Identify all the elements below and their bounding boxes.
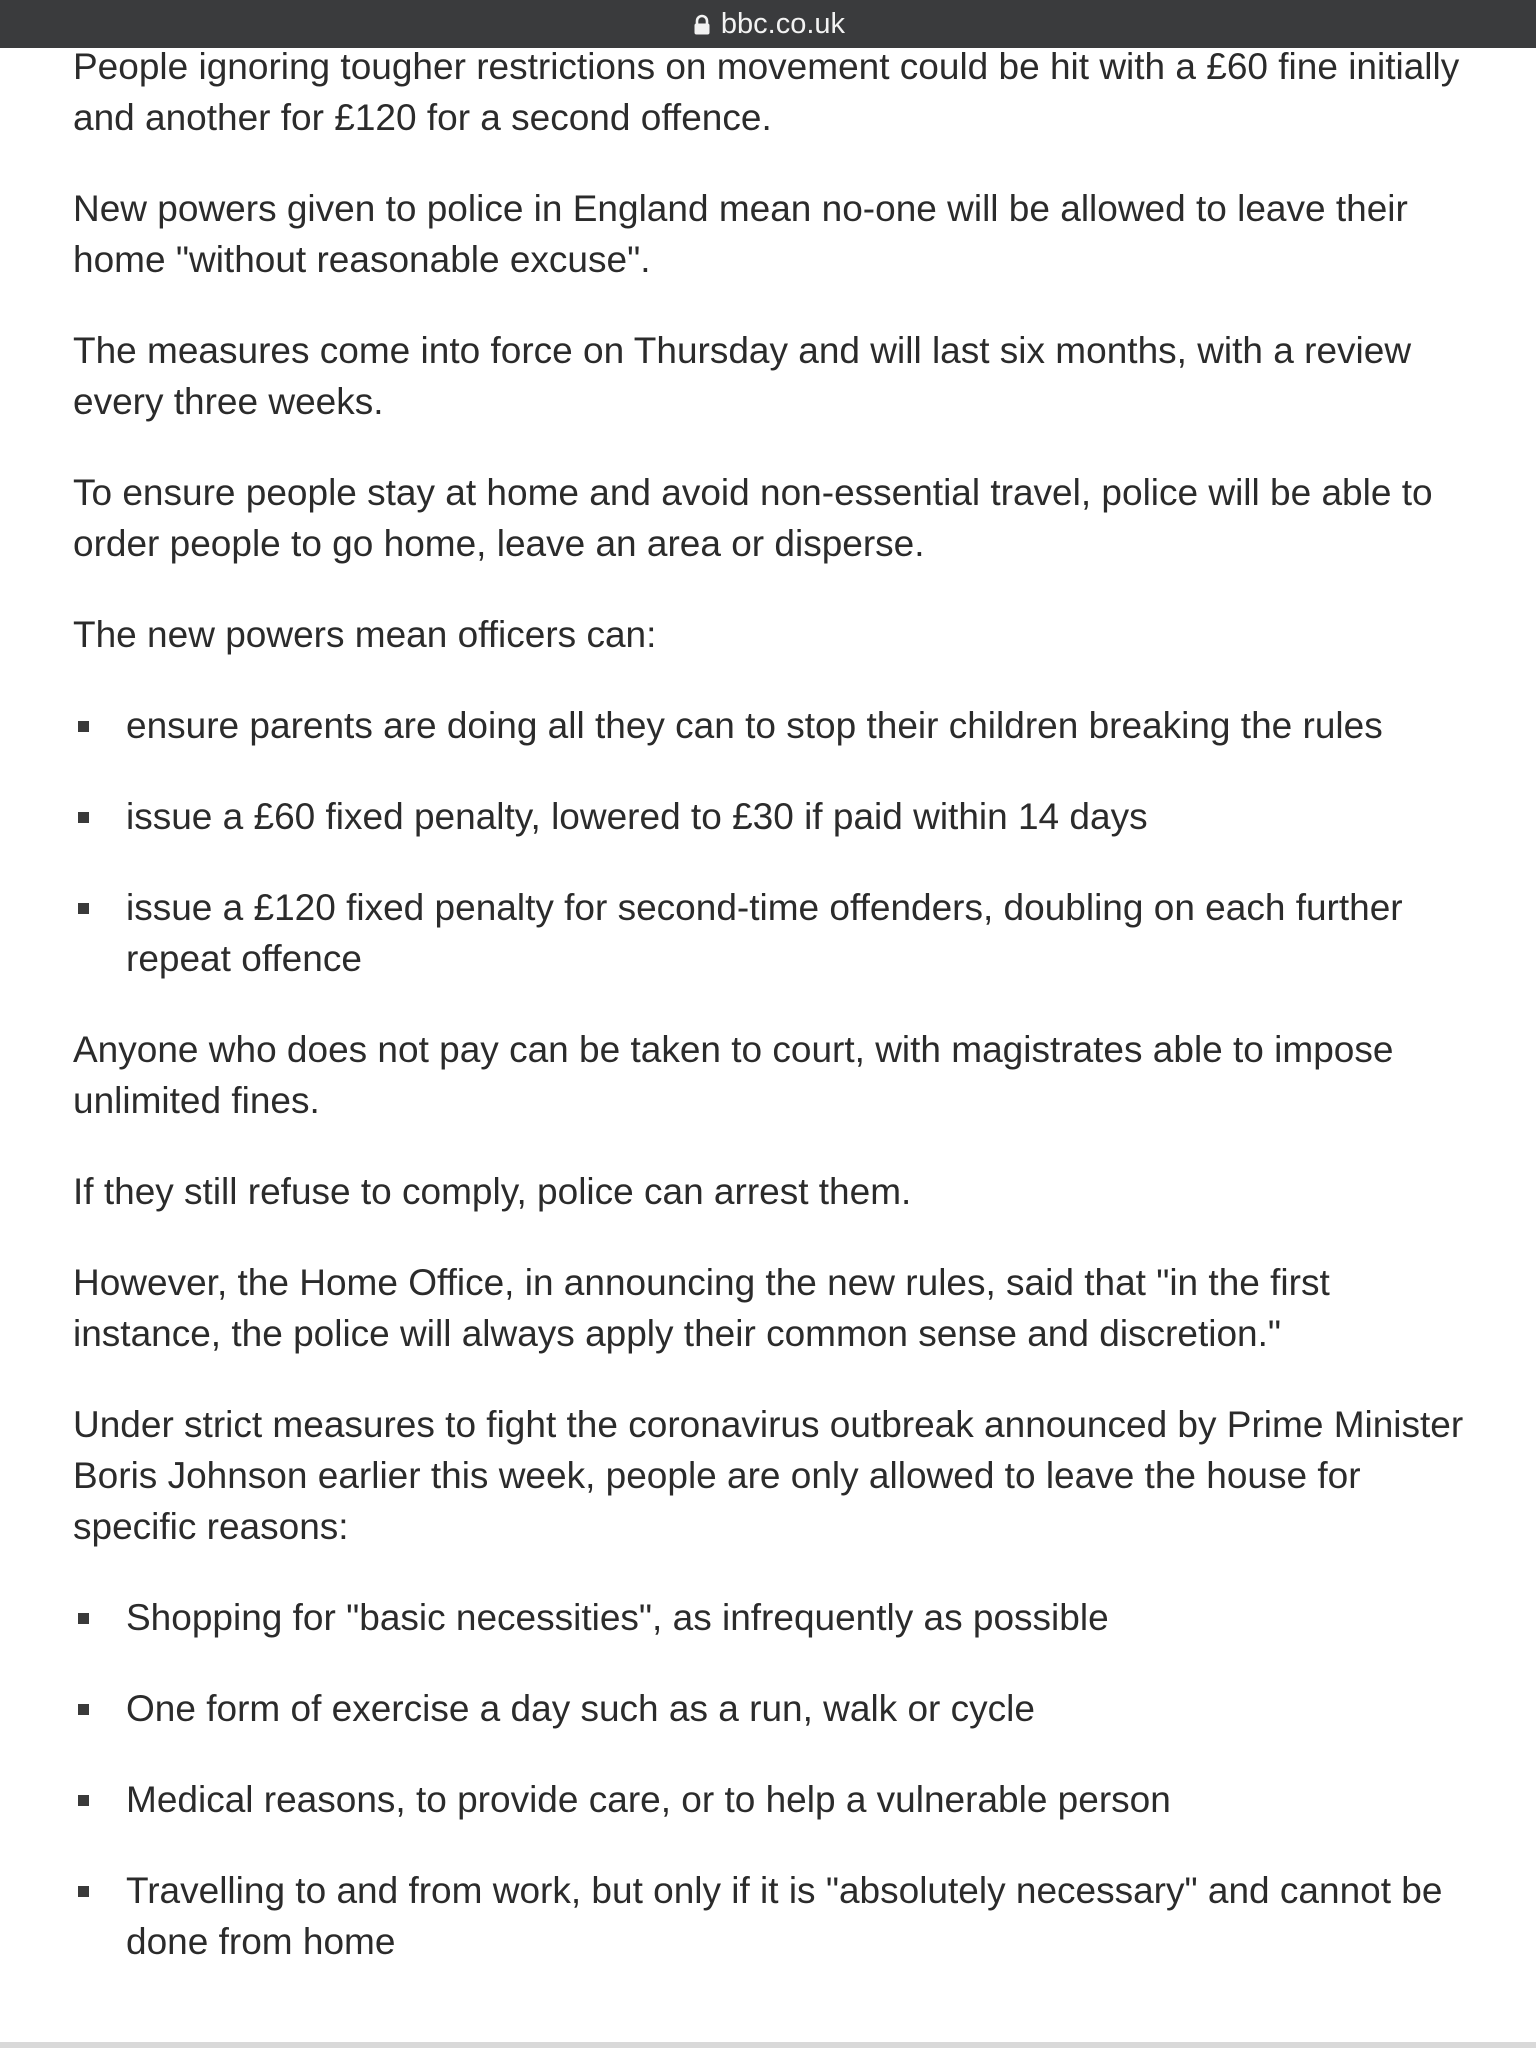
list-item-text: One form of exercise a day such as a run, walk or cycle: [126, 1688, 1035, 1729]
bullet-square-icon: [78, 903, 89, 914]
list-item: [73, 1592, 1473, 1643]
permitted-reasons-list: [73, 1592, 1473, 1967]
article-paragraph: If they still refuse to comply, police can arrest them.: [73, 1171, 912, 1212]
article-paragraph: Anyone who does not pay can be taken to court, with magistrates able to impose unlimited fines.: [73, 1029, 1394, 1121]
article-paragraph: Under strict measures to fight the coronavirus outbreak announced by Prime Minister Boris Johnson earlier this week, people are only allowed to leave the house for specific reasons:: [73, 1404, 1464, 1547]
bullet-square-icon: [78, 1704, 89, 1715]
list-item: [73, 1865, 1473, 1967]
article-paragraph: People ignoring tougher restrictions on movement could be hit with a £60 fine initially and another for £120 for a second offence.: [73, 46, 1460, 138]
article-paragraph: The new powers mean officers can:: [73, 614, 657, 655]
bullet-square-icon: [78, 1795, 89, 1806]
bullet-square-icon: [78, 1613, 89, 1624]
article-paragraph: The measures come into force on Thursday and will last six months, with a review every three weeks.: [73, 330, 1412, 422]
list-item: [73, 700, 1473, 751]
bullet-square-icon: [78, 812, 89, 823]
list-item-text: Shopping for "basic necessities", as infrequently as possible: [126, 1597, 1109, 1638]
page-bottom-edge: [0, 2042, 1536, 2048]
list-item-text: ensure parents are doing all they can to stop their children breaking the rules: [126, 705, 1383, 746]
list-item-text: Travelling to and from work, but only if it is "absolutely necessary" and cannot be done from home: [126, 1870, 1443, 1962]
list-item: [73, 1683, 1473, 1734]
article-paragraph: However, the Home Office, in announcing the new rules, said that "in the first instance, the police will always apply their common sense and discretion.": [73, 1262, 1330, 1354]
url-text: bbc.co.uk: [720, 7, 846, 40]
list-item-text: issue a £60 fixed penalty, lowered to £30 if paid within 14 days: [126, 796, 1148, 837]
officer-powers-list: [73, 700, 1473, 984]
bullet-square-icon: [78, 1886, 89, 1897]
article-paragraph: To ensure people stay at home and avoid non-essential travel, police will be able to order people to go home, leave an area or disperse.: [73, 472, 1433, 564]
bullet-square-icon: [78, 721, 89, 732]
list-item: [73, 882, 1473, 984]
article-body: [73, 41, 1473, 2007]
list-item: [73, 1774, 1473, 1825]
lock-icon: [691, 11, 713, 33]
article-paragraph: New powers given to police in England mean no-one will be allowed to leave their home "without reasonable excuse".: [73, 188, 1408, 280]
list-item-text: Medical reasons, to provide care, or to help a vulnerable person: [126, 1779, 1171, 1820]
list-item: [73, 791, 1473, 842]
list-item-text: issue a £120 fixed penalty for second-time offenders, doubling on each further repeat offence: [126, 887, 1403, 979]
